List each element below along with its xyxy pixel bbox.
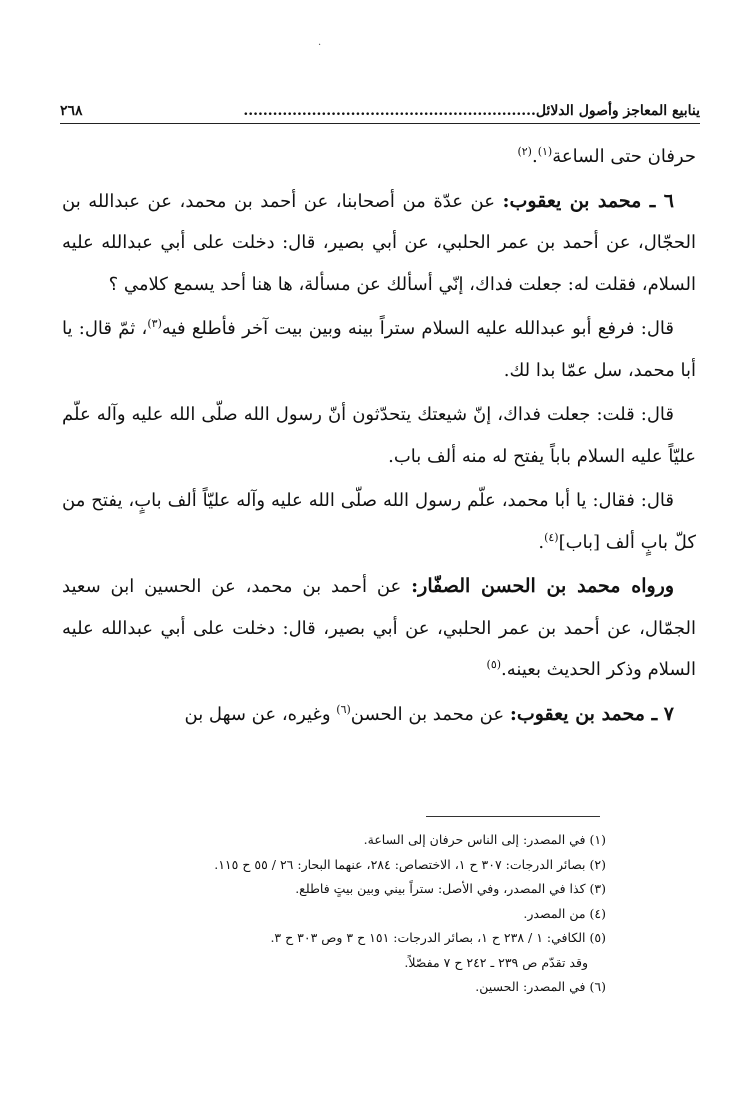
header-title: ينابيع المعاجز وأصول الدلائل............................................................: [243, 103, 700, 119]
paragraph-4: قال: قلت: جعلت فداك، إنّ شيعتك يتحدّثون أنّ رسول الله صلّى الله عليه وآله علّم عليّاً عليه السلام باباً يفتح له منه ألف باب.: [62, 404, 696, 467]
footnote-divider: [426, 816, 600, 817]
hadith-number: ٦ ـ محمد بن يعقوب:: [502, 189, 674, 212]
footnote-ref-5: (٥): [486, 658, 502, 671]
footnotes: [150, 828, 606, 1000]
footnote: (٥) الكافي: ١ / ٢٣٨ ح ١، بصائر الدرجات: ١٥١ ح ٣ وص ٣٠٣ ح ٣.: [270, 930, 606, 945]
paragraph-6: ورواه محمد بن الحسن الصفّار: عن أحمد بن محمد، عن الحسين ابن سعيد الجمّال، عن أحمد بن عمر الحلبي، عن أبي بصير، قال: دخلت على أبي عبدالله عليه السلام وذكر الحديث بعينه.$^{(٥)}$: [62, 575, 696, 680]
paragraph-5: قال: فقال: يا أبا محمد، علّم رسول الله صلّى الله عليه وآله عليّاً ألف بابٍ، يفتح من كلّ بابٍ ألف [باب]$^{(٤)}$.: [62, 490, 696, 553]
footnote: (٤) من المصدر.: [523, 905, 606, 921]
main-text: [62, 136, 696, 738]
footnote-ref-1: (١): [537, 145, 553, 158]
footnote-ref-6: (٦): [336, 702, 351, 716]
footnote-ref-3: (٣): [147, 317, 162, 330]
footnote: (٦) في المصدر: الحسين.: [475, 979, 606, 994]
page-speck: ·: [318, 40, 322, 51]
footnote-ref-2: (٢): [517, 145, 532, 158]
footnote: (١) في المصدر: إلى الناس حرفان إلى الساعة.: [363, 832, 606, 847]
hadith-number: ٧ ـ محمد بن يعقوب:: [509, 702, 674, 725]
footnote-ref-4: (٤): [544, 530, 559, 544]
page-number: ٢٦٨: [60, 103, 83, 119]
paragraph-1: حرفان حتى الساعة$^{(١)}$.$^{(٢)}$: [517, 145, 696, 167]
footnote: (٣) كذا في المصدر، وفي الأصل: ستراً بيني وبين بيتٍ فاطلع.: [295, 881, 606, 896]
paragraph-2: ٦ ـ محمد بن يعقوب: عن عدّة من أصحابنا، عن أحمد بن محمد، عن عبدالله بن الحجّال، عن أحمد بن عمر الحلبي، عن أبي بصير، قال: دخلت على أبي عبدالله عليه السلام، فقلت له: جعلت فداك، إنّي أسألك عن مسألة، ها هنا أحد يسمع كلامي ؟: [62, 189, 696, 295]
footnote-continuation: وقد تقدّم ص ٢٣٩ ـ ٢٤٢ ح ٧ مفصّلاً.: [404, 954, 588, 970]
paragraph-3: قال: فرفع أبو عبدالله عليه السلام ستراً بينه وبين بيت آخر فأطلع فيه$^{(٣)}$، ثمّ قال: يا أبا محمد، سل عمّا بدا لك.: [62, 317, 696, 381]
paragraph-7: ٧ ـ محمد بن يعقوب: عن محمد بن الحسن$^{(٦)}$ وغيره، عن سهل بن: [184, 702, 674, 725]
narrator-heading: ورواه محمد بن الحسن الصفّار:: [411, 575, 674, 597]
running-header: [60, 93, 700, 119]
footnote: (٢) بصائر الدرجات: ٣٠٧ ح ١، الاختصاص: ٢٨٤، عنهما البحار: ٢٦ / ٥٥ ح ١١٥.: [214, 856, 606, 872]
header-divider: [60, 123, 700, 124]
